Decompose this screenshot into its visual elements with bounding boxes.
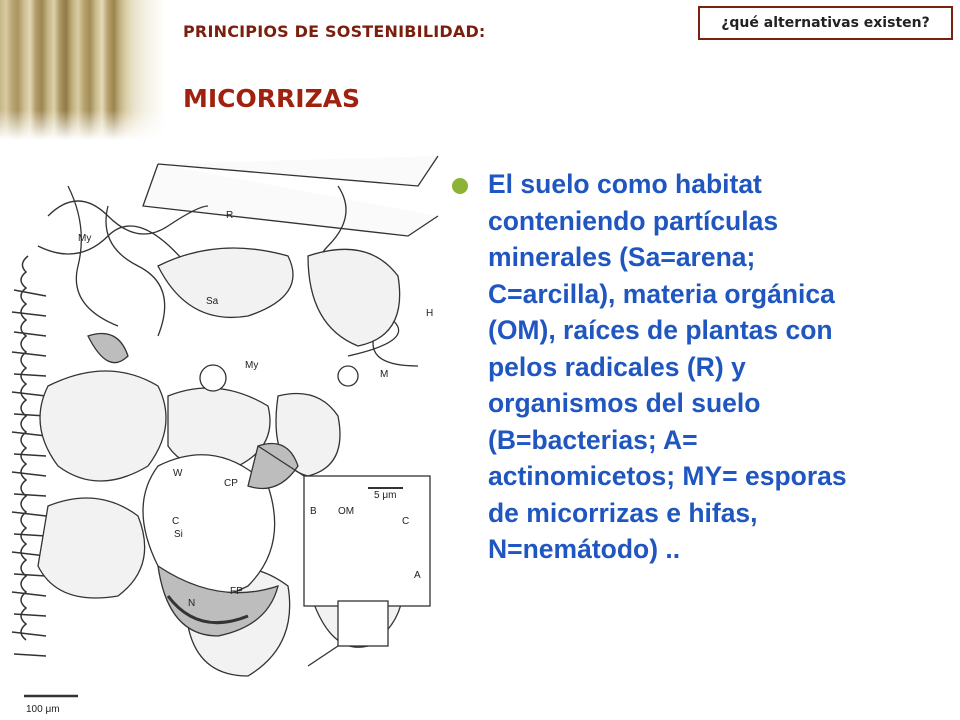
soil-habitat-illustration [8,146,440,716]
label-b: B [310,506,317,517]
label-c-left: C [172,516,180,527]
label-cp: CP [224,478,238,489]
label-sa: Sa [206,296,219,307]
label-scale-large: 100 μm [26,704,60,715]
plant-root [143,156,438,236]
label-w: W [173,468,183,479]
label-scale-small: 5 μm [374,490,397,501]
label-r: R [226,210,234,221]
label-a: A [414,570,421,581]
label-h: H [426,308,434,319]
bullet-point [452,166,942,568]
inset-box [338,601,388,646]
label-m: M [380,369,389,380]
label-n: N [188,598,196,609]
slide-title: MICORRIZAS [183,84,361,113]
label-my: My [78,233,92,244]
label-om: OM [338,506,355,517]
mycorrhizal-spore [338,366,358,386]
label-fp: FP [230,586,243,597]
mycorrhizal-spore [200,365,226,391]
inset-box [304,476,430,606]
label-si: Si [174,529,183,540]
root-hairs [12,256,46,656]
bullet-dot [452,178,468,194]
bullet-text: El suelo como habitat conteniendo partículas minerales (Sa=arena; C=arcilla), materia orgánica (OM), raíces de plantas con pelos radicales (R) y organismos del suelo (B=bacterias; A= actinomicetos; MY= esporas de micorrizas e hifas, N=nemátodo) .. [488,169,847,564]
section-kicker: PRINCIPIOS DE SOSTENIBILIDAD: [183,22,486,41]
decorative-corner-texture [0,0,165,140]
label-c-right: C [402,516,410,527]
question-tag: ¿qué alternativas existen? [698,6,953,40]
label-my-spore: My [245,360,259,371]
